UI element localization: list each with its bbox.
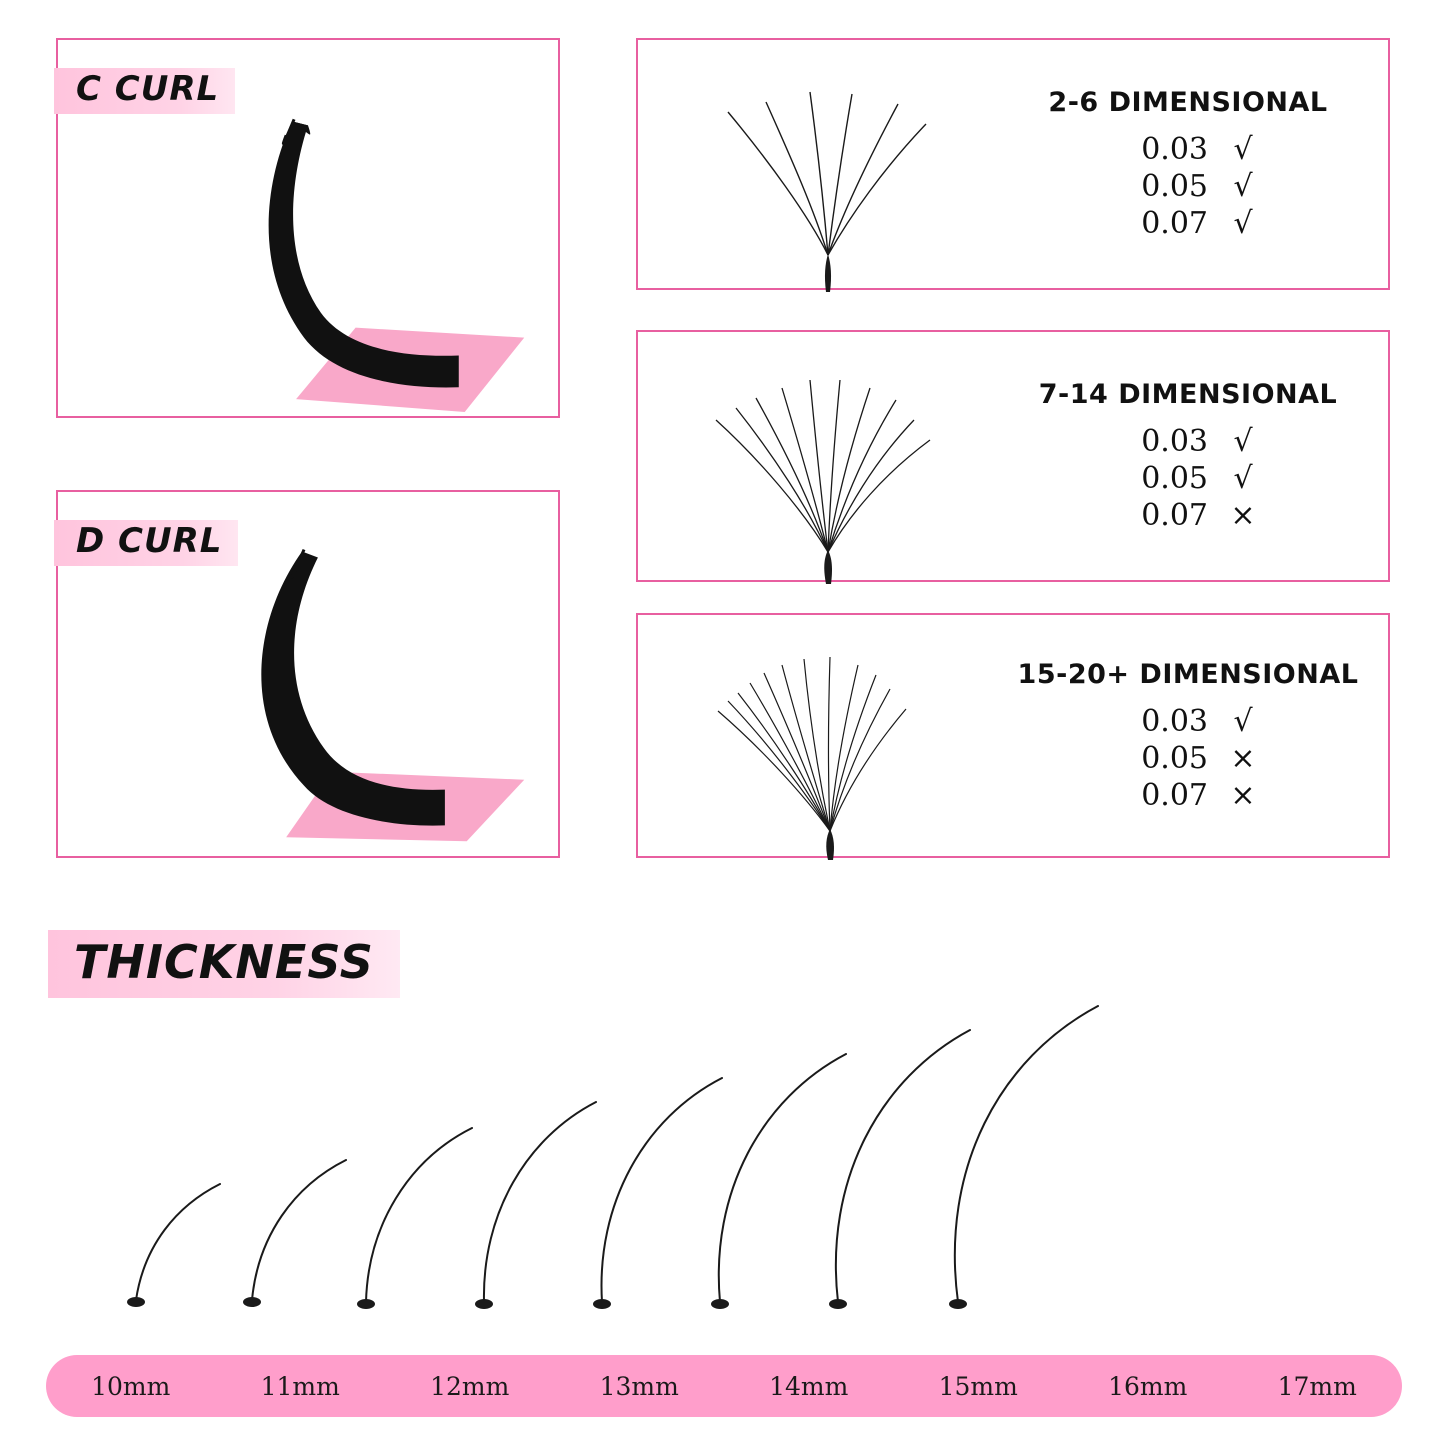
lash-length-comparison	[40, 970, 1410, 1340]
availability-mark: √	[1233, 132, 1253, 167]
dimension-panel-2-6	[636, 38, 1390, 290]
length-label: 16mm	[1108, 1371, 1188, 1401]
dimension-row	[1098, 169, 1278, 204]
dimension-row	[1098, 778, 1278, 813]
availability-mark: √	[1233, 206, 1253, 241]
dimension-row	[1098, 704, 1278, 739]
thickness-label: THICKNESS	[48, 930, 400, 998]
dimension-row	[1098, 461, 1278, 496]
dimension-info-15-20	[998, 615, 1378, 856]
lash-16mm	[836, 1030, 970, 1302]
availability-mark: ×	[1230, 777, 1256, 813]
thickness-value: 0.07	[1141, 777, 1208, 813]
dimension-title: 7-14 DIMENSIONAL	[1038, 379, 1338, 410]
length-label: 10mm	[91, 1371, 171, 1401]
thickness-value: 0.07	[1141, 206, 1208, 241]
lash-13mm	[484, 1102, 596, 1302]
lash-17mm	[955, 1006, 1098, 1302]
availability-mark: ×	[1230, 740, 1256, 776]
thickness-value: 0.05	[1141, 740, 1208, 776]
lash-14mm	[601, 1078, 722, 1302]
dimension-title: 15-20+ DIMENSIONAL	[1017, 658, 1359, 690]
availability-mark: √	[1233, 424, 1253, 459]
lash-12mm	[366, 1128, 472, 1302]
lash-11mm	[252, 1160, 346, 1300]
availability-mark: √	[1233, 169, 1253, 204]
lash-fan-14d-icon	[658, 332, 998, 584]
lash-fan-20d-icon	[658, 615, 998, 860]
availability-mark: √	[1233, 461, 1253, 496]
dimension-title: 2-6 DIMENSIONAL	[1048, 87, 1328, 118]
length-label: 17mm	[1277, 1371, 1357, 1401]
dimension-panel-7-14	[636, 330, 1390, 582]
length-label: 13mm	[599, 1371, 679, 1401]
dimension-row	[1098, 206, 1278, 241]
length-label: 14mm	[769, 1371, 849, 1401]
length-scale-bar	[46, 1355, 1402, 1417]
thickness-value: 0.05	[1141, 169, 1208, 204]
thickness-value: 0.07	[1141, 498, 1208, 533]
length-label: 12mm	[430, 1371, 510, 1401]
lash-10mm	[136, 1184, 220, 1300]
length-label: 11mm	[260, 1371, 340, 1401]
dimension-info-2-6	[998, 40, 1378, 288]
dimension-row	[1098, 498, 1278, 533]
c-curl-panel	[56, 38, 560, 418]
d-curl-label: D CURL	[54, 520, 238, 566]
thickness-value: 0.05	[1141, 461, 1208, 496]
thickness-value: 0.03	[1141, 424, 1208, 459]
dimension-row	[1098, 132, 1278, 167]
d-curl-panel	[56, 490, 560, 858]
dimension-rows	[1098, 424, 1278, 533]
dimension-rows	[1098, 704, 1278, 813]
availability-mark: ×	[1230, 498, 1256, 533]
c-curl-label: C CURL	[54, 68, 235, 114]
dimension-rows	[1098, 132, 1278, 241]
thickness-value: 0.03	[1141, 703, 1208, 739]
lash-15mm	[719, 1054, 846, 1302]
dimension-info-7-14	[998, 332, 1378, 580]
length-label: 15mm	[938, 1371, 1018, 1401]
availability-mark: √	[1233, 703, 1253, 739]
dimension-row	[1098, 424, 1278, 459]
dimension-row	[1098, 741, 1278, 776]
lash-fan-6d-icon	[658, 40, 998, 292]
thickness-value: 0.03	[1141, 132, 1208, 167]
dimension-panel-15-20	[636, 613, 1390, 858]
